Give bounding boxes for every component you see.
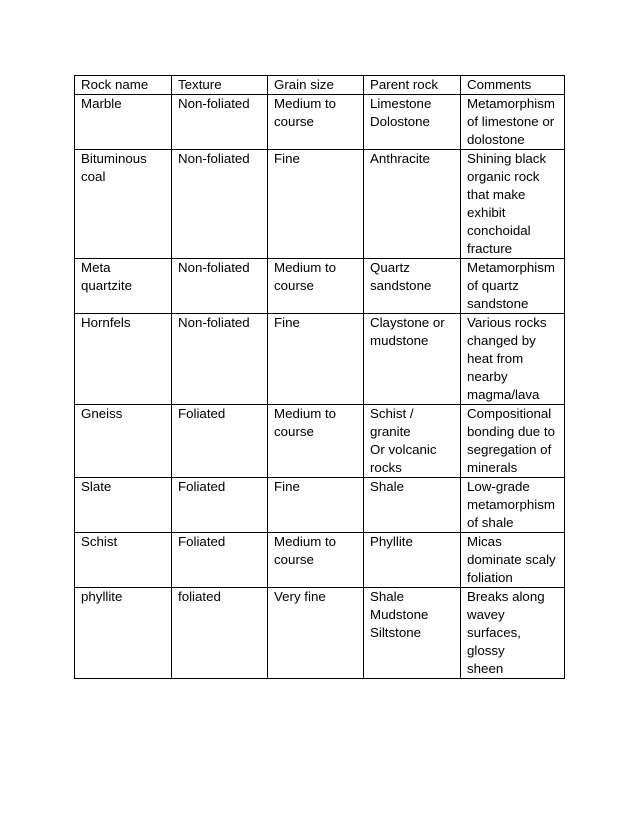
table-row <box>75 314 565 405</box>
table-row <box>75 259 565 314</box>
cell-parent-rock: Phyllite <box>364 533 461 588</box>
cell-parent-rock: Anthracite <box>364 150 461 259</box>
cell-rock-name: Meta quartzite <box>75 259 172 314</box>
cell-rock-name: Slate <box>75 478 172 533</box>
cell-grain-size: Medium to course <box>268 259 364 314</box>
header-comments: Comments <box>461 76 565 95</box>
cell-texture: Non-foliated <box>172 95 268 150</box>
cell-texture: Foliated <box>172 533 268 588</box>
cell-grain-size: Medium to course <box>268 533 364 588</box>
table-row <box>75 95 565 150</box>
cell-grain-size: Fine <box>268 314 364 405</box>
cell-comments: Breaks along wavey surfaces, glossy sheen <box>461 588 565 679</box>
cell-comments: Low-grade metamorphism of shale <box>461 478 565 533</box>
cell-parent-rock: Schist / granite Or volcanic rocks <box>364 405 461 478</box>
cell-grain-size: Very fine <box>268 588 364 679</box>
cell-grain-size: Fine <box>268 150 364 259</box>
cell-texture: Non-foliated <box>172 314 268 405</box>
rock-table <box>74 75 565 679</box>
cell-parent-rock: Limestone Dolostone <box>364 95 461 150</box>
cell-rock-name: Marble <box>75 95 172 150</box>
cell-texture: Non-foliated <box>172 259 268 314</box>
cell-grain-size: Medium to course <box>268 95 364 150</box>
table-row <box>75 478 565 533</box>
cell-parent-rock: Shale Mudstone Siltstone <box>364 588 461 679</box>
cell-grain-size: Medium to course <box>268 405 364 478</box>
table-row <box>75 150 565 259</box>
cell-parent-rock: Quartz sandstone <box>364 259 461 314</box>
cell-comments: Micas dominate scaly foliation <box>461 533 565 588</box>
header-row <box>75 76 565 95</box>
table-body <box>75 95 565 679</box>
cell-texture: Foliated <box>172 405 268 478</box>
cell-rock-name: phyllite <box>75 588 172 679</box>
header-parent-rock: Parent rock <box>364 76 461 95</box>
table-row <box>75 533 565 588</box>
cell-grain-size: Fine <box>268 478 364 533</box>
cell-rock-name: Hornfels <box>75 314 172 405</box>
cell-rock-name: Bituminous coal <box>75 150 172 259</box>
table-row <box>75 405 565 478</box>
cell-texture: foliated <box>172 588 268 679</box>
cell-rock-name: Gneiss <box>75 405 172 478</box>
header-grain-size: Grain size <box>268 76 364 95</box>
cell-rock-name: Schist <box>75 533 172 588</box>
cell-comments: Compositional bonding due to segregation of minerals <box>461 405 565 478</box>
table-header <box>75 76 565 95</box>
cell-comments: Shining black organic rock that make exhibit conchoidal fracture <box>461 150 565 259</box>
cell-comments: Metamorphism of limestone or dolostone <box>461 95 565 150</box>
cell-parent-rock: Claystone or mudstone <box>364 314 461 405</box>
cell-parent-rock: Shale <box>364 478 461 533</box>
header-rock-name: Rock name <box>75 76 172 95</box>
table-row <box>75 588 565 679</box>
cell-texture: Non-foliated <box>172 150 268 259</box>
cell-texture: Foliated <box>172 478 268 533</box>
cell-comments: Metamorphism of quartz sandstone <box>461 259 565 314</box>
cell-comments: Various rocks changed by heat from nearby magma/lava <box>461 314 565 405</box>
header-texture: Texture <box>172 76 268 95</box>
